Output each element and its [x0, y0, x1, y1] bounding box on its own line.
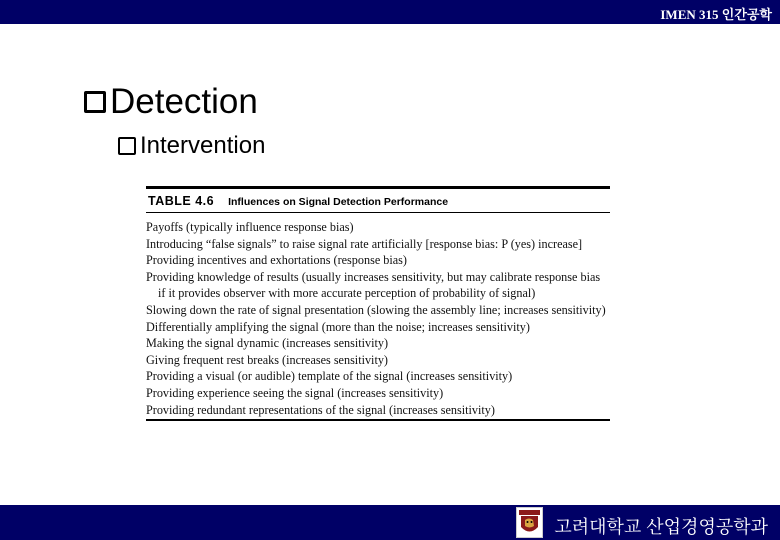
table-header	[146, 189, 610, 212]
table-row: Giving frequent rest breaks (increases sensitivity)	[146, 352, 388, 367]
top-bar	[0, 0, 780, 24]
table-row: Slowing down the rate of signal presentation (slowing the assembly line; increases sensitivity)	[146, 302, 606, 317]
university-name: 고려대학교 산업경영공학과	[554, 517, 768, 537]
table-bottom-rule	[146, 419, 610, 421]
bullet-text: Intervention	[140, 132, 266, 159]
table-row: Differentially amplifying the signal (more than the noise; increases sensitivity)	[146, 319, 530, 334]
table-row: Providing redundant representations of the signal (increases sensitivity)	[146, 402, 495, 417]
table-row: Providing a visual (or audible) template of the signal (increases sensitivity)	[146, 369, 513, 384]
bullet-text: Detection	[110, 82, 258, 121]
checkbox-bullet-icon	[84, 91, 106, 113]
table-row: Making the signal dynamic (increases sensitivity)	[146, 336, 389, 351]
table-row: Providing incentives and exhortations (response bias)	[146, 253, 407, 268]
university-crest-icon	[516, 507, 543, 538]
table-body	[146, 213, 610, 418]
table-number: TABLE 4.6	[148, 194, 215, 208]
table-row: Providing experience seeing the signal (increases sensitivity)	[146, 385, 444, 400]
table-title: Influences on Signal Detection Performance	[228, 196, 449, 208]
bullet-intervention	[118, 132, 265, 160]
table-row: Providing knowledge of results (usually increases sensitivity, but may calibrate response bias if it provides observer with more accurate perception of probability of signal)	[146, 269, 601, 301]
course-label: IMEN 315 인간공학	[660, 7, 772, 22]
table-row: Payoffs (typically influence response bias)	[146, 220, 354, 234]
table-figure	[146, 186, 610, 421]
checkbox-bullet-icon	[118, 137, 136, 155]
table-row: Introducing “false signals” to raise signal rate artificially [response bias: P (yes) increase]	[146, 236, 583, 251]
bullet-detection	[84, 82, 258, 122]
